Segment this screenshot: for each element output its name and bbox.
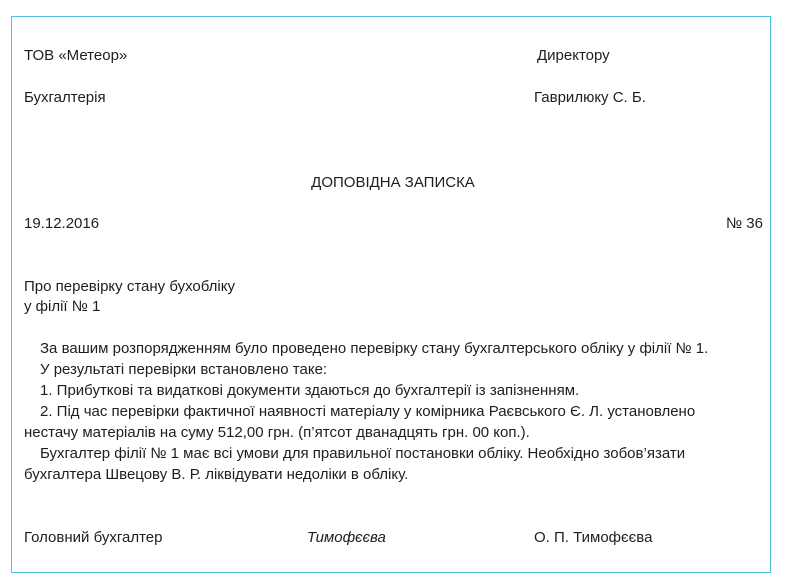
body-line: 2. Під час перевірки фактичної наявності матеріалу у комірника Раєвського Є. Л. установлено xyxy=(40,403,696,420)
org-name: ТОВ «Метеор» xyxy=(24,47,128,64)
body-line: Бухгалтер філії № 1 має всі умови для правильної постановки обліку. Необхідно зобов’язати xyxy=(40,445,686,462)
signature-position: Головний бухгалтер xyxy=(24,529,163,546)
body-line: У результаті перевірки встановлено таке: xyxy=(40,361,328,378)
body-line: 1. Прибуткові та видаткові документи здаються до бухгалтерії із запізненням. xyxy=(40,382,580,399)
body-line: бухгалтера Швецову В. Р. ліквідувати недоліки в обліку. xyxy=(24,466,409,483)
signature-handwritten: Тимофєєва xyxy=(307,529,386,546)
addressee-name: Гаврилюку С. Б. xyxy=(534,89,646,106)
body-line: нестачу матеріалів на суму 512,00 грн. (п’ятсот дванадцять грн. 00 коп.). xyxy=(24,424,530,441)
subject-line-2: у філії № 1 xyxy=(24,298,101,315)
body-line: За вашим розпорядженням було проведено перевірку стану бухгалтерського обліку у філії № 1. xyxy=(40,340,709,357)
department: Бухгалтерія xyxy=(24,89,106,106)
subject-line-1: Про перевірку стану бухобліку xyxy=(24,278,235,295)
addressee-title: Директору xyxy=(537,47,610,64)
signature-full-name: О. П. Тимофєєва xyxy=(534,529,653,546)
document-title: ДОПОВІДНА ЗАПИСКА xyxy=(311,174,475,191)
document-number: № 36 xyxy=(726,215,763,232)
document-date: 19.12.2016 xyxy=(24,215,100,232)
